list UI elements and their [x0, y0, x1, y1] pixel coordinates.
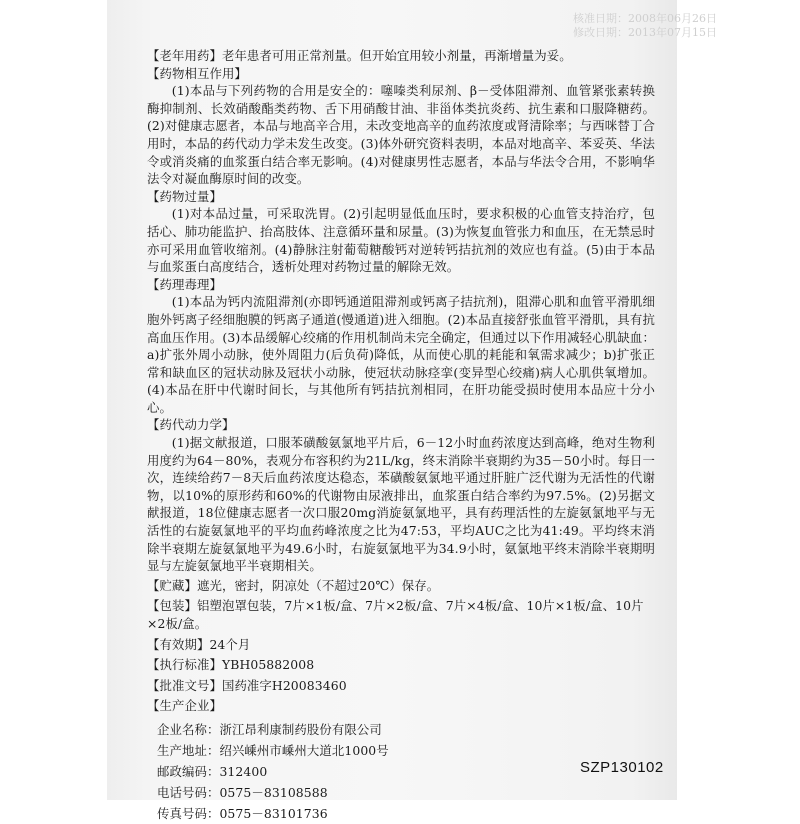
- row-label: 邮政编码：: [157, 763, 220, 779]
- section-text: (1)本品为钙内流阻滞剂(亦即钙通道阻滞剂或钙离子拮抗剂)，阻滞心肌和血管平滑肌细胞外钙离子经细胞膜的钙离子通道(慢通道)进入细胞。(2)本品直接舒张血管平滑肌，具有抗高血压作用。(3)本品缓解心绞痛的作用机制尚未完全确定，但通过以下作用减轻心肌缺血：a)扩张外周小动脉，使外周阻力(后负荷)降低，从而使心肌的耗能和氧需求减少；b)扩张正常和缺血区的冠状动脉及冠状小动脉，使冠状动脉痉挛(变异型心绞痛)病人心肌供氧增加。(4)本品在肝中代谢时间长，与其他所有钙拮抗剂相同，在肝功能受损时使用本品应十分小心。: [147, 294, 655, 415]
- row-label: 传真号码：: [157, 805, 220, 821]
- manufacturer-info: [147, 719, 655, 824]
- section-title: 【药代动力学】: [147, 417, 235, 433]
- row-value: 绍兴嵊州市嵊州大道北1000号: [219, 742, 389, 758]
- section-text: YBH05882008: [221, 657, 315, 673]
- section-packaging: [147, 597, 655, 632]
- row-label: 电话号码：: [157, 784, 220, 800]
- section-text: 铝塑泡罩包装，7片×1板/盒、7片×2板/盒、7片×4板/盒、10片×1板/盒、10片×2板/盒。: [147, 598, 644, 631]
- row-label: 生产地址：: [157, 742, 220, 758]
- fax-row: [157, 803, 655, 824]
- section-standard: [147, 656, 655, 674]
- section-approval: [147, 677, 655, 695]
- footer-code: SZP130102: [580, 759, 664, 776]
- section-title: 【老年用药】: [147, 48, 222, 63]
- row-value: 312400: [219, 763, 268, 779]
- section-overdose: [147, 188, 655, 276]
- section-text: (1)对本品过量，可采取洗胃。(2)引起明显低血压时，要求积极的心血管支持治疗，包括心、肺功能监护、抬高肢体、注意循环量和尿量。(3)为恢复血管张力和血压，在无禁忌时亦可采用血管收缩剂。(4)静脉注射葡萄糖酸钙对逆转钙拮抗剂的效应也有益。(5)由于本品与血浆蛋白高度结合，透析处理对药物过量的解除无效。: [147, 206, 655, 275]
- section-pharmacokinetics: [147, 416, 655, 574]
- row-value: 浙江昂利康制药股份有限公司: [219, 721, 382, 737]
- address-row: [157, 740, 655, 761]
- section-title: 【贮藏】: [147, 577, 197, 593]
- section-interactions: [147, 65, 655, 188]
- bleed-through-approval-date: 核准日期：2008年06月26日: [573, 12, 717, 25]
- section-title: 【生产企业】: [147, 698, 222, 714]
- row-label: 企业名称：: [157, 721, 220, 737]
- section-expiry: [147, 636, 655, 654]
- section-text: 遮光，密封，阴凉处（不超过20℃）保存。: [196, 577, 440, 593]
- section-title: 【执行标准】: [147, 657, 222, 673]
- section-storage: [147, 577, 655, 595]
- section-text: 老年患者可用正常剂量。但开始宜用较小剂量，再渐增量为妥。: [221, 48, 572, 63]
- company-name-row: [157, 719, 655, 740]
- section-title: 【药理毒理】: [147, 276, 222, 292]
- section-title: 【批准文号】: [147, 677, 222, 693]
- row-value: 0575－83101736: [219, 805, 328, 821]
- section-title: 【包装】: [147, 598, 197, 614]
- section-title: 【有效期】: [147, 636, 210, 652]
- section-pharmacology: [147, 276, 655, 417]
- section-text: 24个月: [209, 636, 251, 652]
- leaflet-content: [147, 47, 655, 824]
- section-manufacturer: [147, 697, 655, 824]
- section-text: 国药准字H20083460: [221, 677, 347, 693]
- section-title: 【药物相互作用】: [147, 65, 247, 81]
- section-title: 【药物过量】: [147, 188, 222, 204]
- section-text: (1)据文献报道，口服苯磺酸氨氯地平片后，6－12小时血药浓度达到高峰，绝对生物利用度约为64－80%，表观分布容积约为21L/kg，终末消除半衰期约为35－50小时。每日一次，连续给药7－8天后血药浓度达稳态，苯磺酸氨氯地平通过肝脏广泛代谢为无活性的代谢物，以10%的原形药和60%的代谢物由尿液排出，血浆蛋白结合率约为97.5%。(2)另据文献报道，18位健康志愿者一次口服20mg消旋氨氯地平，具有药理活性的左旋氨氯地平与无活性的右旋氨氯地平的平均血药峰浓度之比为47:53，平均AUC之比为41:49。平均终末消除半衰期左旋氨氯地平为49.6小时，右旋氨氯地平为34.9小时，氨氯地平终末消除半衰期明显与左旋氨氯地平半衰期相关。: [147, 435, 655, 574]
- row-value: 0575－83108588: [219, 784, 328, 800]
- section-text: (1)本品与下列药物的合用是安全的：噻嗪类利尿剂、β－受体阻滞剂、血管紧张素转换酶抑制剂、长效硝酸酯类药物、舌下用硝酸甘油、非甾体类抗炎药、抗生素和口服降糖药。(2)对健康志愿者，本品与地高辛合用，未改变地高辛的血药浓度或肾清除率；与西咪替丁合用时，本品的药代动力学未发生改变。(3)体外研究资料表明，本品对地高辛、苯妥英、华法令或消炎痛的血浆蛋白结合率无影响。(4)对健康男性志愿者，本品与华法令合用，不影响华法令对凝血酶原时间的改变。: [147, 83, 655, 187]
- section-elderly: [147, 47, 655, 65]
- bleed-through-revision-date: 修改日期：2013年07月15日: [573, 26, 717, 39]
